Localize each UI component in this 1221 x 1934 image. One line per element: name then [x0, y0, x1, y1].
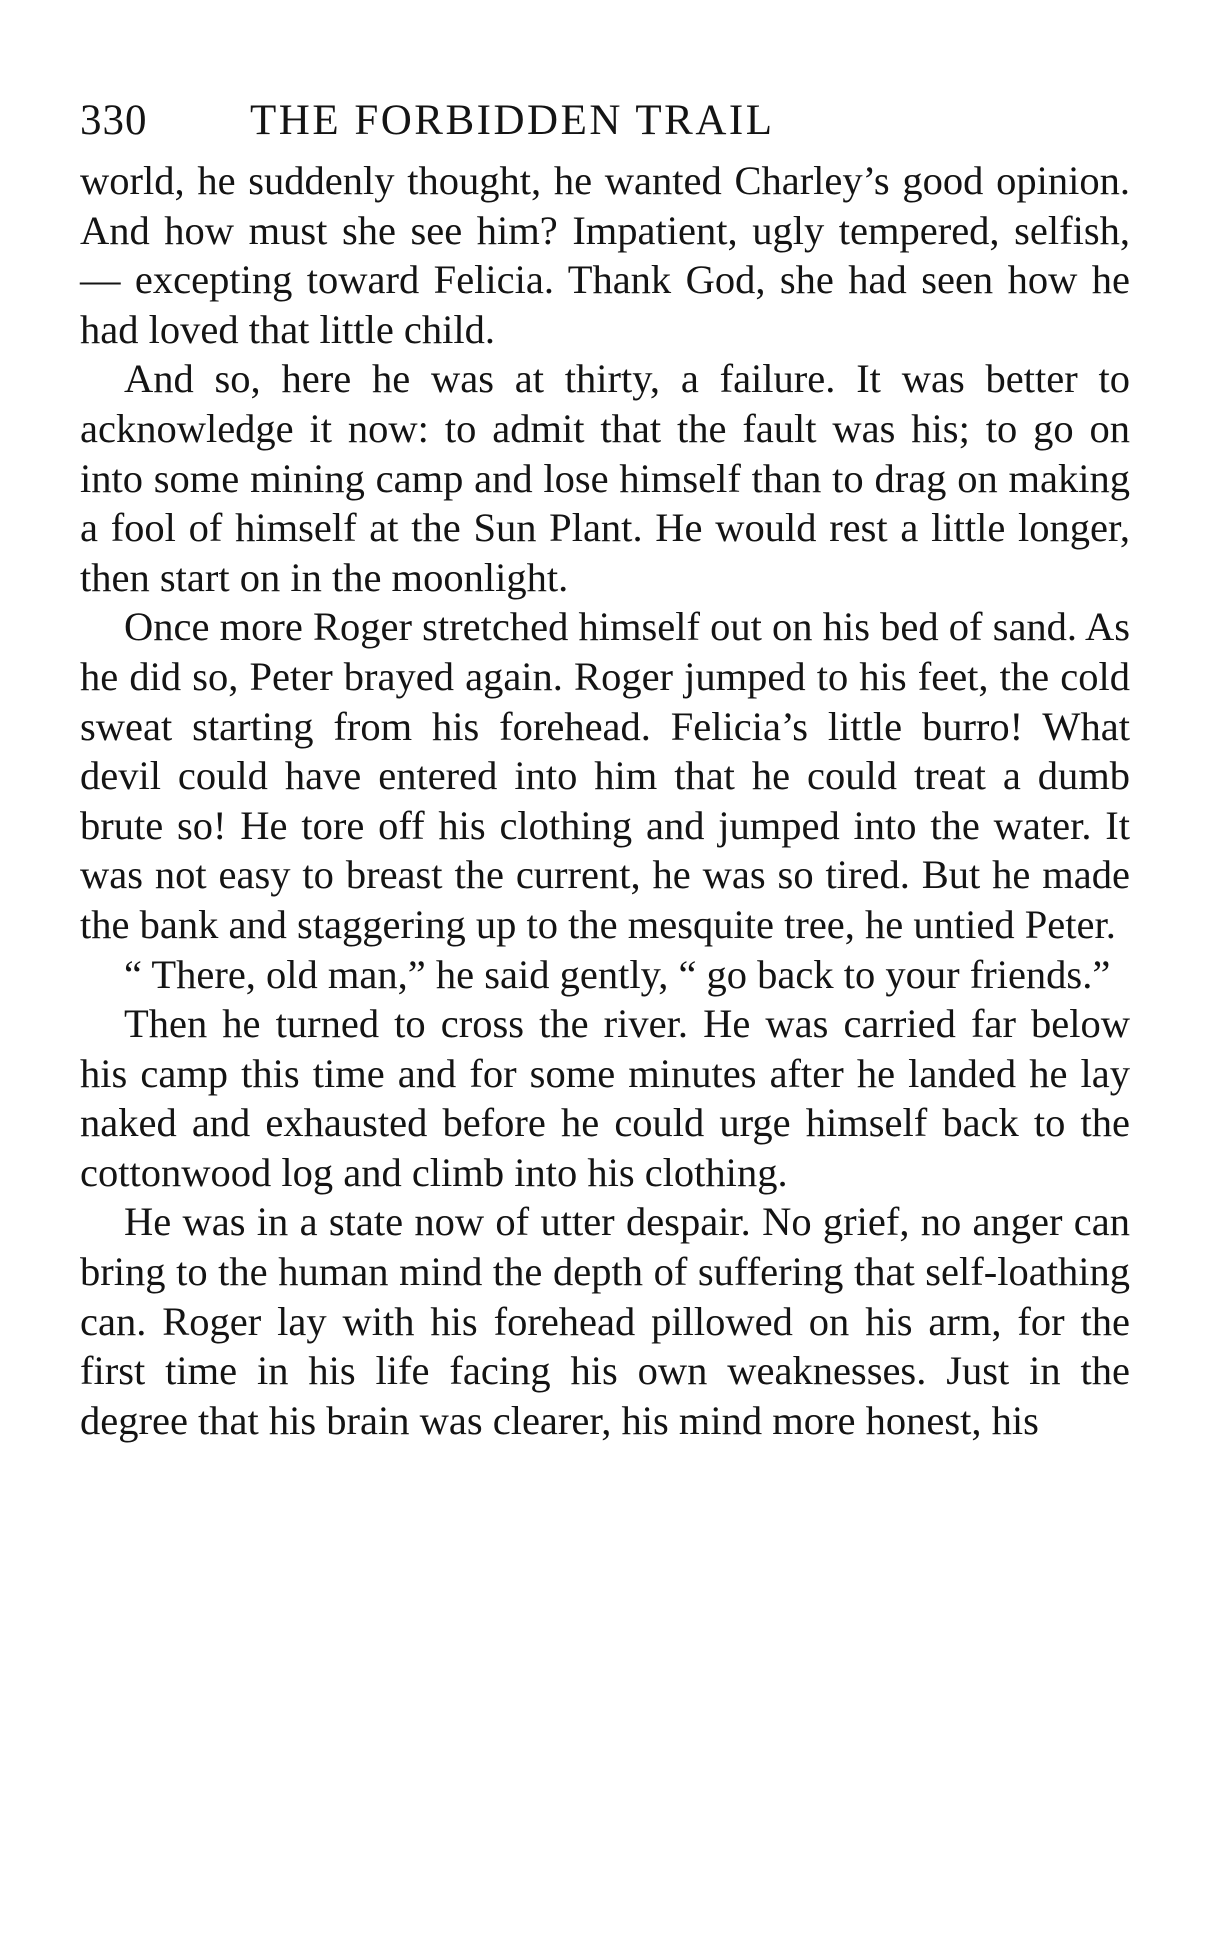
paragraph: Once more Roger stretched himself out on his bed of sand. As he did so, Peter brayed again. Roger jumped to his feet, the cold sweat starting from his forehead. Felicia’s little burro! What devil could have entered into him that he could treat a dumb brute so! He tore off his clothing and jumped into the water. It was not easy to breast the current, he was so tired. But he made the bank and staggering up to the mesquite tree, he untied Peter. [80, 604, 1130, 947]
page-header [80, 96, 1130, 156]
paragraph: Then he turned to cross the river. He was carried far below his camp this time and for some minutes after he landed he lay naked and exhausted before he could urge himself back to the cottonwood log and climb into his clothing. [80, 1001, 1130, 1195]
paragraph: And so, here he was at thirty, a failure. It was better to acknowledge it now: to admit that the fault was his; to go on into some mining camp and lose himself than to drag on making a fool of himself at the Sun Plant. He would rest a little longer, then start on in the moonlight. [80, 356, 1130, 600]
book-page [80, 96, 1130, 1445]
paragraph: He was in a state now of utter despair. No grief, no anger can bring to the human mind the depth of suffering that self-loathing can. Roger lay with his forehead pillowed on his arm, for the first time in his life facing his own weaknesses. Just in the degree that his brain was clearer, his mind more honest, his [80, 1199, 1130, 1443]
paragraph: world, he suddenly thought, he wanted Charley’s good opinion. And how must she see him? Impatient, ugly tempered, selfish,— excepting toward Felicia. Thank God, she had seen how he had loved that little child. [80, 158, 1130, 352]
running-title: THE FORBIDDEN TRAIL [250, 97, 775, 144]
body-text [80, 156, 1130, 1445]
paragraph: “ There, old man,” he said gently, “ go back to your friends.” [124, 951, 1111, 997]
page-number: 330 [80, 97, 148, 144]
